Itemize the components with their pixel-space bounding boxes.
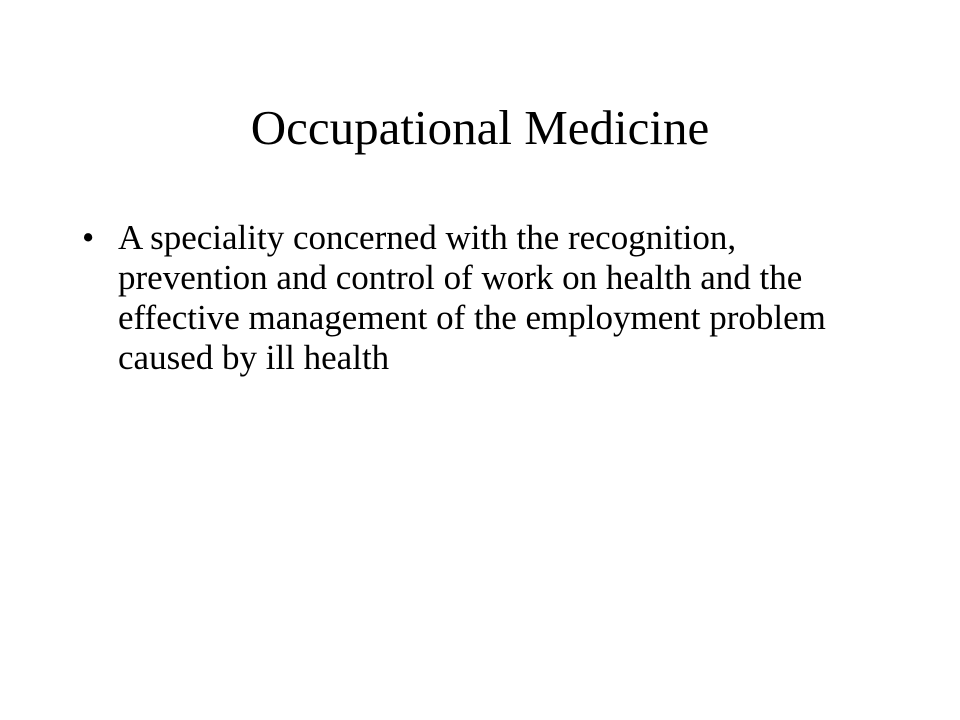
bullet-item bbox=[82, 218, 892, 378]
bullet-text: A speciality concerned with the recognition, prevention and control of work on health and the effective management of the employment problem caused by ill health bbox=[118, 218, 826, 377]
bullet-marker: • bbox=[82, 218, 95, 257]
slide-title: Occupational Medicine bbox=[250, 100, 710, 155]
bullet-list bbox=[82, 218, 892, 378]
